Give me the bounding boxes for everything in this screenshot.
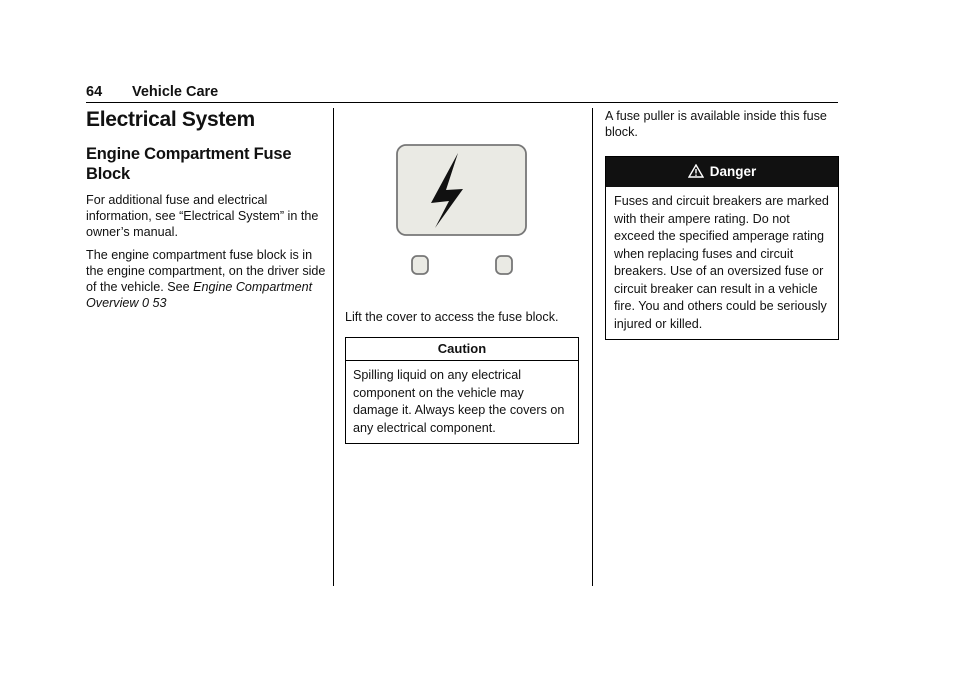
page-header bbox=[86, 84, 838, 103]
danger-text: Fuses and circuit breakers are marked with their ampere rating. Do not exceed the specified amperage rating when replacing fuses and circuit breakers. Use of an oversized fuse or circuit breaker can result in a vehicle fire. You and others could be seriously injured or killed. bbox=[614, 194, 829, 331]
section-title: Vehicle Care bbox=[132, 84, 219, 100]
page-ref-arrow-icon: 0 bbox=[141, 296, 149, 310]
fuse-figure bbox=[345, 142, 579, 280]
column-divider bbox=[333, 108, 334, 586]
page-number: 64 bbox=[86, 84, 103, 100]
fuse-lightning-icon bbox=[345, 142, 579, 280]
danger-header bbox=[606, 157, 838, 187]
column-left bbox=[86, 108, 326, 318]
column-middle bbox=[345, 108, 579, 444]
paragraph: Lift the cover to access the fuse block. bbox=[345, 310, 559, 324]
danger-box bbox=[605, 156, 839, 340]
paragraph-text: The engine compartment fuse block is in the engine compartment, on the driver side of the vehicle. See bbox=[86, 248, 326, 294]
column-divider bbox=[592, 108, 593, 586]
danger-title: Danger bbox=[709, 164, 757, 179]
caution-title: Caution bbox=[346, 338, 578, 361]
paragraph: For additional fuse and electrical information, see “Electrical System” in the owner’s manual. bbox=[86, 193, 319, 239]
page-title: Electrical System bbox=[86, 108, 255, 131]
paragraph: A fuse puller is available inside this fuse block. bbox=[605, 109, 827, 139]
caution-box bbox=[345, 337, 579, 444]
column-right bbox=[605, 108, 839, 340]
xref-page: 53 bbox=[152, 296, 167, 310]
paragraph bbox=[86, 247, 326, 311]
caution-text: Spilling liquid on any electrical component on the vehicle may damage it. Always keep the covers on any electrical component. bbox=[353, 368, 565, 435]
xref-title: Engine Compartment Overview bbox=[86, 280, 313, 310]
subsection-title: Engine Compartment Fuse Block bbox=[86, 145, 292, 183]
warning-triangle-icon bbox=[688, 164, 704, 178]
